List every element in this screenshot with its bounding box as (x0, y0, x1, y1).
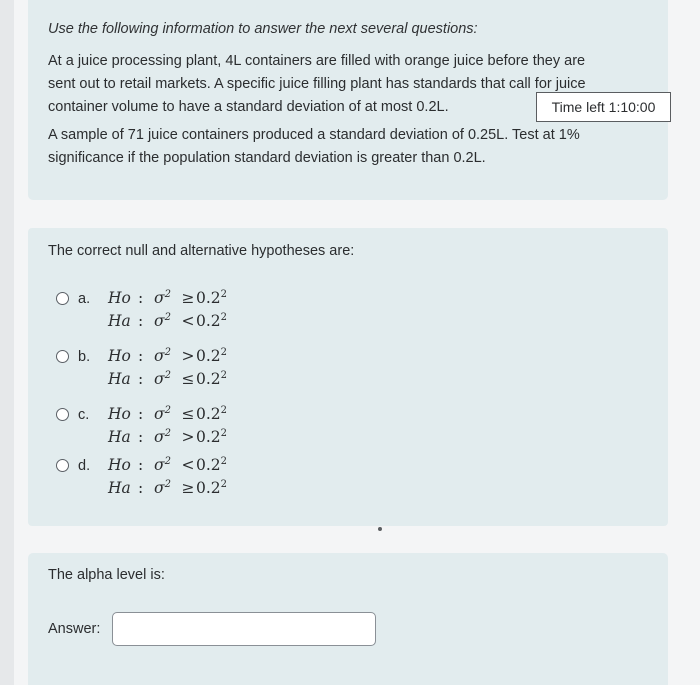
relation-symbol: ≥ (181, 289, 195, 307)
ha-label: Ha (108, 428, 131, 446)
option-d[interactable] (56, 455, 316, 505)
relation-symbol: > (181, 347, 195, 365)
null-hypothesis: Ho : $\sigma^2 >0.2^2$ (108, 347, 228, 365)
option-b[interactable] (56, 346, 316, 396)
relation-symbol: > (181, 428, 195, 446)
ha-label: Ha (108, 312, 131, 330)
option-letter: d. (78, 458, 91, 474)
sigma-symbol: $\sigma^2$ (154, 456, 171, 474)
relation-symbol: < (181, 456, 195, 474)
page-left-edge (0, 0, 14, 685)
ho-label: Ho (108, 405, 131, 423)
null-hypothesis: Ho : $\sigma^2 \ge 0.2^2$ (108, 289, 228, 307)
radio-option-d[interactable] (56, 459, 69, 472)
alpha-question-text: The alpha level is: (48, 567, 165, 583)
problem-line-3: container volume to have a standard deviation of at most 0.2L. (48, 99, 449, 115)
answer-label: Answer: (48, 621, 101, 637)
answer-input[interactable] (112, 612, 376, 646)
ho-label: Ho (108, 347, 131, 365)
hypothesized-value: $0.2^2$ (196, 312, 228, 330)
null-hypothesis: Ho : $\sigma^2 <0.2^2$ (108, 456, 228, 474)
sigma-symbol: $\sigma^2$ (154, 347, 171, 365)
ha-label: Ha (108, 370, 131, 388)
option-letter: b. (78, 349, 91, 365)
hypothesized-value: $0.2^2$ (196, 405, 228, 423)
null-hypothesis: Ho : $\sigma^2 \le 0.2^2$ (108, 405, 228, 423)
hypothesized-value: $0.2^2$ (196, 370, 228, 388)
radio-option-a[interactable] (56, 292, 69, 305)
sigma-symbol: $\sigma^2$ (154, 405, 171, 423)
alternative-hypothesis: Ha : $\sigma^2 \le 0.2^2$ (108, 370, 228, 388)
hypothesized-value: $0.2^2$ (196, 479, 228, 497)
hypothesized-value: $0.2^2$ (196, 289, 228, 307)
ha-label: Ha (108, 479, 131, 497)
alternative-hypothesis: Ha : $\sigma^2 \ge 0.2^2$ (108, 479, 228, 497)
sigma-symbol: $\sigma^2$ (154, 479, 171, 497)
problem-line-2: sent out to retail markets. A specific juice filling plant has standards that call for juice (48, 76, 586, 92)
problem-line-1: At a juice processing plant, 4L containers are filled with orange juice before they are (48, 53, 586, 69)
alternative-hypothesis: Ha : $\sigma^2 <0.2^2$ (108, 312, 228, 330)
hypothesized-value: $0.2^2$ (196, 347, 228, 365)
hypothesized-value: $0.2^2$ (196, 428, 228, 446)
problem-line-4: A sample of 71 juice containers produced a standard deviation of 0.25L. Test at 1% (48, 127, 580, 143)
alternative-hypothesis: Ha : $\sigma^2 >0.2^2$ (108, 428, 228, 446)
radio-option-c[interactable] (56, 408, 69, 421)
sigma-symbol: $\sigma^2$ (154, 428, 171, 446)
option-letter: a. (78, 291, 91, 307)
time-left-timer: Time left 1:10:00 (536, 92, 671, 122)
option-a[interactable] (56, 288, 316, 338)
intro-text: Use the following information to answer the next several questions: (48, 21, 478, 37)
option-c[interactable] (56, 404, 316, 454)
sigma-symbol: $\sigma^2$ (154, 289, 171, 307)
relation-symbol: ≤ (181, 370, 195, 388)
hypothesized-value: $0.2^2$ (196, 456, 228, 474)
hypotheses-question-text: The correct null and alternative hypotheses are: (48, 243, 355, 259)
ho-label: Ho (108, 456, 131, 474)
relation-symbol: ≤ (181, 405, 195, 423)
stray-dot (378, 527, 382, 531)
relation-symbol: < (181, 312, 195, 330)
sigma-symbol: $\sigma^2$ (154, 312, 171, 330)
ho-label: Ho (108, 289, 131, 307)
option-letter: c. (78, 407, 90, 423)
problem-line-5: significance if the population standard deviation is greater than 0.2L. (48, 150, 486, 166)
radio-option-b[interactable] (56, 350, 69, 363)
sigma-symbol: $\sigma^2$ (154, 370, 171, 388)
relation-symbol: ≥ (181, 479, 195, 497)
